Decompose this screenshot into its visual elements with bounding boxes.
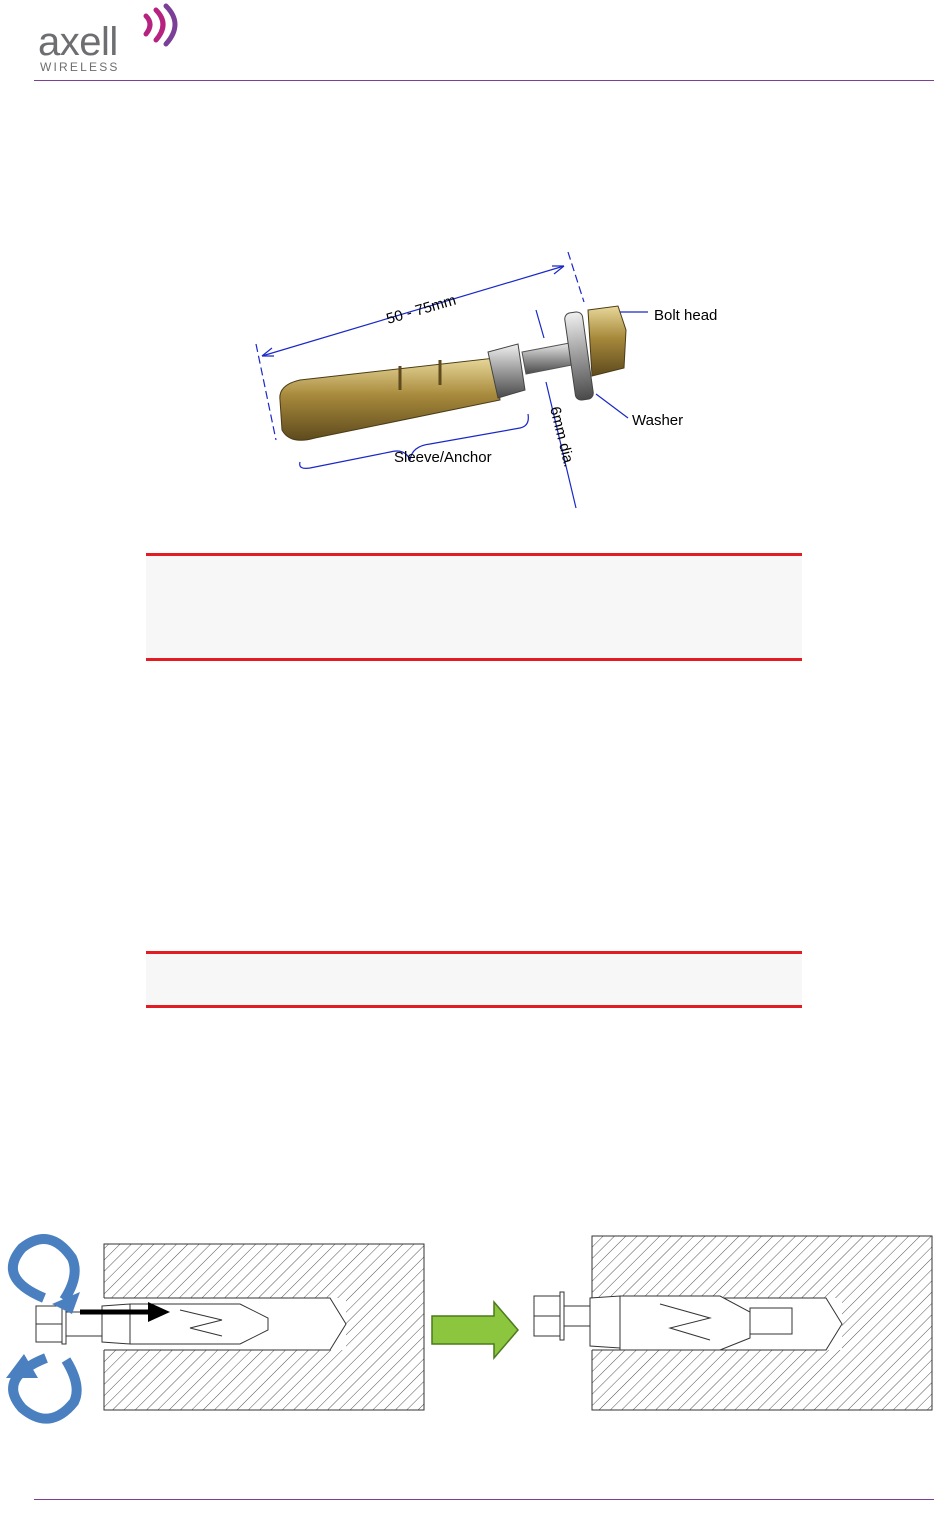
signal-waves-icon bbox=[140, 2, 184, 48]
bolt-photo bbox=[280, 306, 626, 440]
header-divider bbox=[34, 80, 934, 81]
footer-divider bbox=[34, 1499, 934, 1500]
logo-wordmark: axell bbox=[38, 20, 118, 64]
sleeve-anchor-label: Sleeve/Anchor bbox=[394, 449, 492, 466]
dimension-extension-line-left bbox=[256, 344, 276, 440]
note-box-2 bbox=[146, 951, 802, 1008]
washer-leader bbox=[596, 394, 628, 418]
diameter-label: 6mm dia. bbox=[546, 404, 578, 469]
installation-diagram bbox=[0, 1228, 936, 1440]
logo-subtitle: WIRELESS bbox=[40, 60, 120, 74]
note-box-1 bbox=[146, 553, 802, 661]
progress-arrow-icon bbox=[432, 1302, 518, 1358]
diameter-leader-top bbox=[536, 310, 544, 338]
dimension-extension-line-right bbox=[568, 252, 584, 302]
bolt-head-label: Bolt head bbox=[654, 307, 718, 324]
length-label: 50 - 75mm bbox=[384, 291, 459, 328]
washer-label: Washer bbox=[632, 412, 684, 429]
anchor-bolt-figure bbox=[240, 240, 760, 530]
